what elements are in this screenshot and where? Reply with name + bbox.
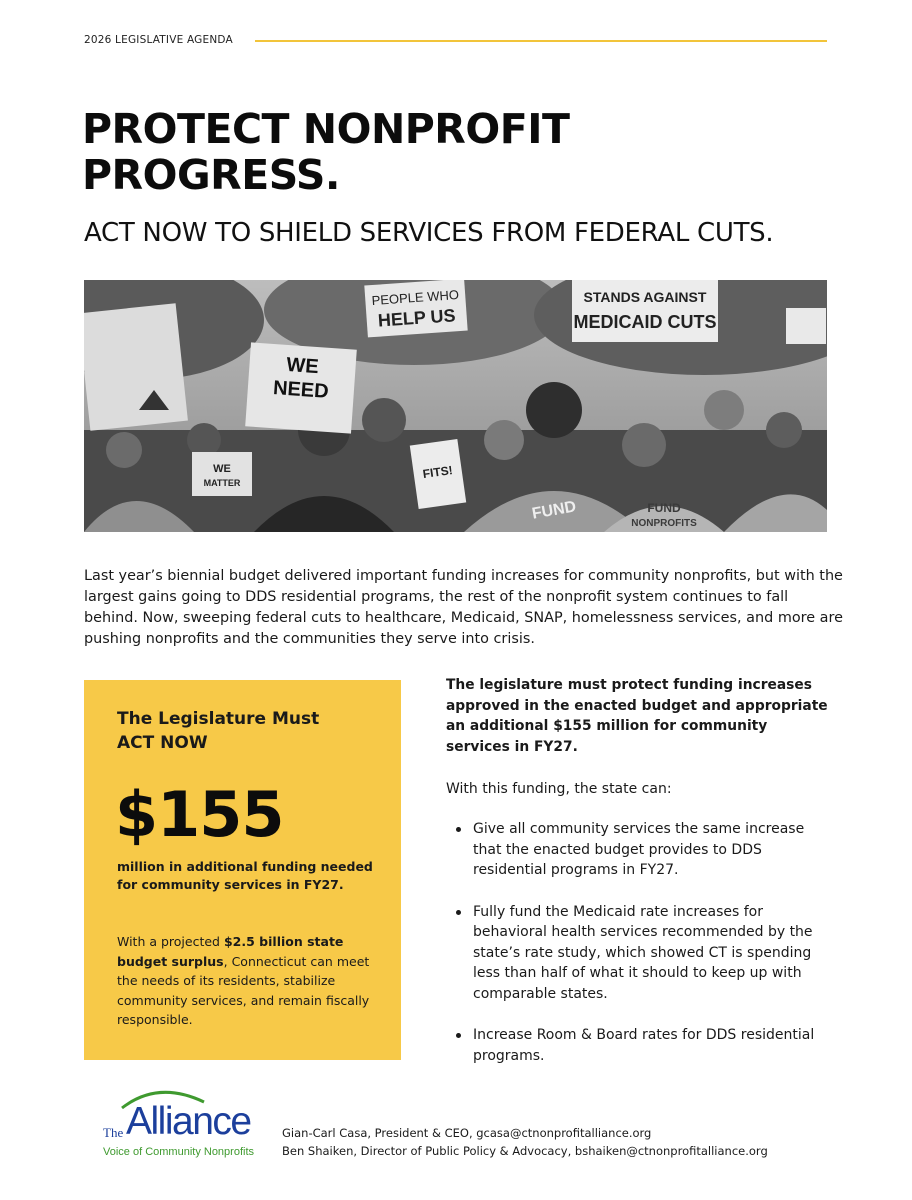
- demand-item: Increase Room & Board rates for DDS residential programs.: [446, 1025, 832, 1066]
- funding-amount: $155: [115, 778, 284, 851]
- svg-text:WE: WE: [213, 463, 231, 475]
- svg-text:MEDICAID CUTS: MEDICAID CUTS: [573, 312, 717, 332]
- header-label: 2026 LEGISLATIVE AGENDA: [84, 34, 233, 46]
- header-rule: [255, 40, 827, 42]
- svg-text:MATTER: MATTER: [203, 478, 241, 488]
- sign-we-need: [245, 342, 357, 433]
- surplus-highlight: $2.5 billion state budget surplus: [117, 934, 344, 969]
- svg-text:PEOPLE WHO: PEOPLE WHO: [371, 286, 460, 309]
- title-line-2: PROGRESS.: [82, 151, 340, 199]
- svg-text:STANDS AGAINST: STANDS AGAINST: [583, 289, 707, 305]
- callout-heading: [117, 707, 377, 755]
- page-title: [82, 106, 842, 198]
- surplus-text-pre: With a projected: [117, 934, 224, 949]
- sign-medicaid-cuts: [572, 280, 718, 342]
- funding-amount-caption: million in additional funding needed for community services in FY27.: [117, 859, 373, 892]
- logo-wordmark: Alliance: [126, 1100, 251, 1143]
- sign-handdrawn-left: [84, 303, 188, 431]
- contact-line: Ben Shaiken, Director of Public Policy & Advocacy, bshaiken@ctnonprofitalliance.org: [282, 1143, 768, 1158]
- surplus-text-post: , Connecticut can meet the needs of its residents, stabilize community services, and remain fiscally responsible.: [117, 953, 370, 1027]
- logo-tagline: Voice of Community Nonprofits: [103, 1146, 255, 1158]
- svg-text:NEED: NEED: [272, 377, 330, 403]
- svg-text:FITS!: FITS!: [421, 463, 454, 482]
- demand-intro: With this funding, the state can:: [446, 781, 672, 797]
- contact-info: [282, 1125, 842, 1160]
- rally-photo-illustration: [84, 280, 827, 532]
- svg-text:NONPROFITS: NONPROFITS: [631, 518, 697, 529]
- rally-photo: [84, 280, 827, 532]
- callout-heading-line-2: ACT NOW: [117, 733, 208, 753]
- intro-paragraph: Last year’s biennial budget delivered important funding increases for community nonprofits, but with the largest gains going to DDS residential programs, the rest of the nonprofit system continues to fall behind. Now, sweeping federal cuts to healthcare, Medicaid, SNAP, homelessness services, and more are pushing nonprofits and the communities they serve into crisis.: [84, 568, 843, 647]
- sign-profits: [410, 439, 466, 509]
- demands-column: [446, 675, 832, 1087]
- svg-text:FUND: FUND: [530, 498, 578, 523]
- logo-the: The: [103, 1125, 124, 1140]
- contact-line: Gian-Carl Casa, President & CEO, gcasa@ctnonprofitalliance.org: [282, 1126, 652, 1140]
- demand-item: Give all community services the same increase that the enacted budget provides to DDS residential programs in FY27.: [446, 819, 832, 881]
- title-line-1: PROTECT NONPROFIT: [82, 105, 570, 153]
- demand-lead: The legislature must protect funding increases approved in the enacted budget and appropriate an additional $155 million for community services in FY27.: [446, 677, 828, 755]
- demand-item: Fully fund the Medicaid rate increases for behavioral health services recommended by the state’s rate study, which showed CT is spending less than half of what it should to keep up with comparable states.: [446, 902, 832, 1005]
- svg-text:FUND: FUND: [647, 501, 681, 515]
- demand-list: [446, 819, 832, 1066]
- svg-text:HELP US: HELP US: [377, 305, 457, 331]
- act-now-callout: [84, 680, 401, 1060]
- sign-help-us: [364, 280, 467, 337]
- alliance-logo: [98, 1086, 268, 1166]
- svg-text:WE: WE: [285, 353, 320, 379]
- sign-we-matter: [192, 452, 252, 496]
- page-subtitle: ACT NOW TO SHIELD SERVICES FROM FEDERAL CUTS.: [84, 218, 774, 248]
- surplus-paragraph: [117, 932, 377, 1030]
- sign-far-right: [786, 308, 826, 344]
- callout-heading-line-1: The Legislature Must: [117, 709, 320, 729]
